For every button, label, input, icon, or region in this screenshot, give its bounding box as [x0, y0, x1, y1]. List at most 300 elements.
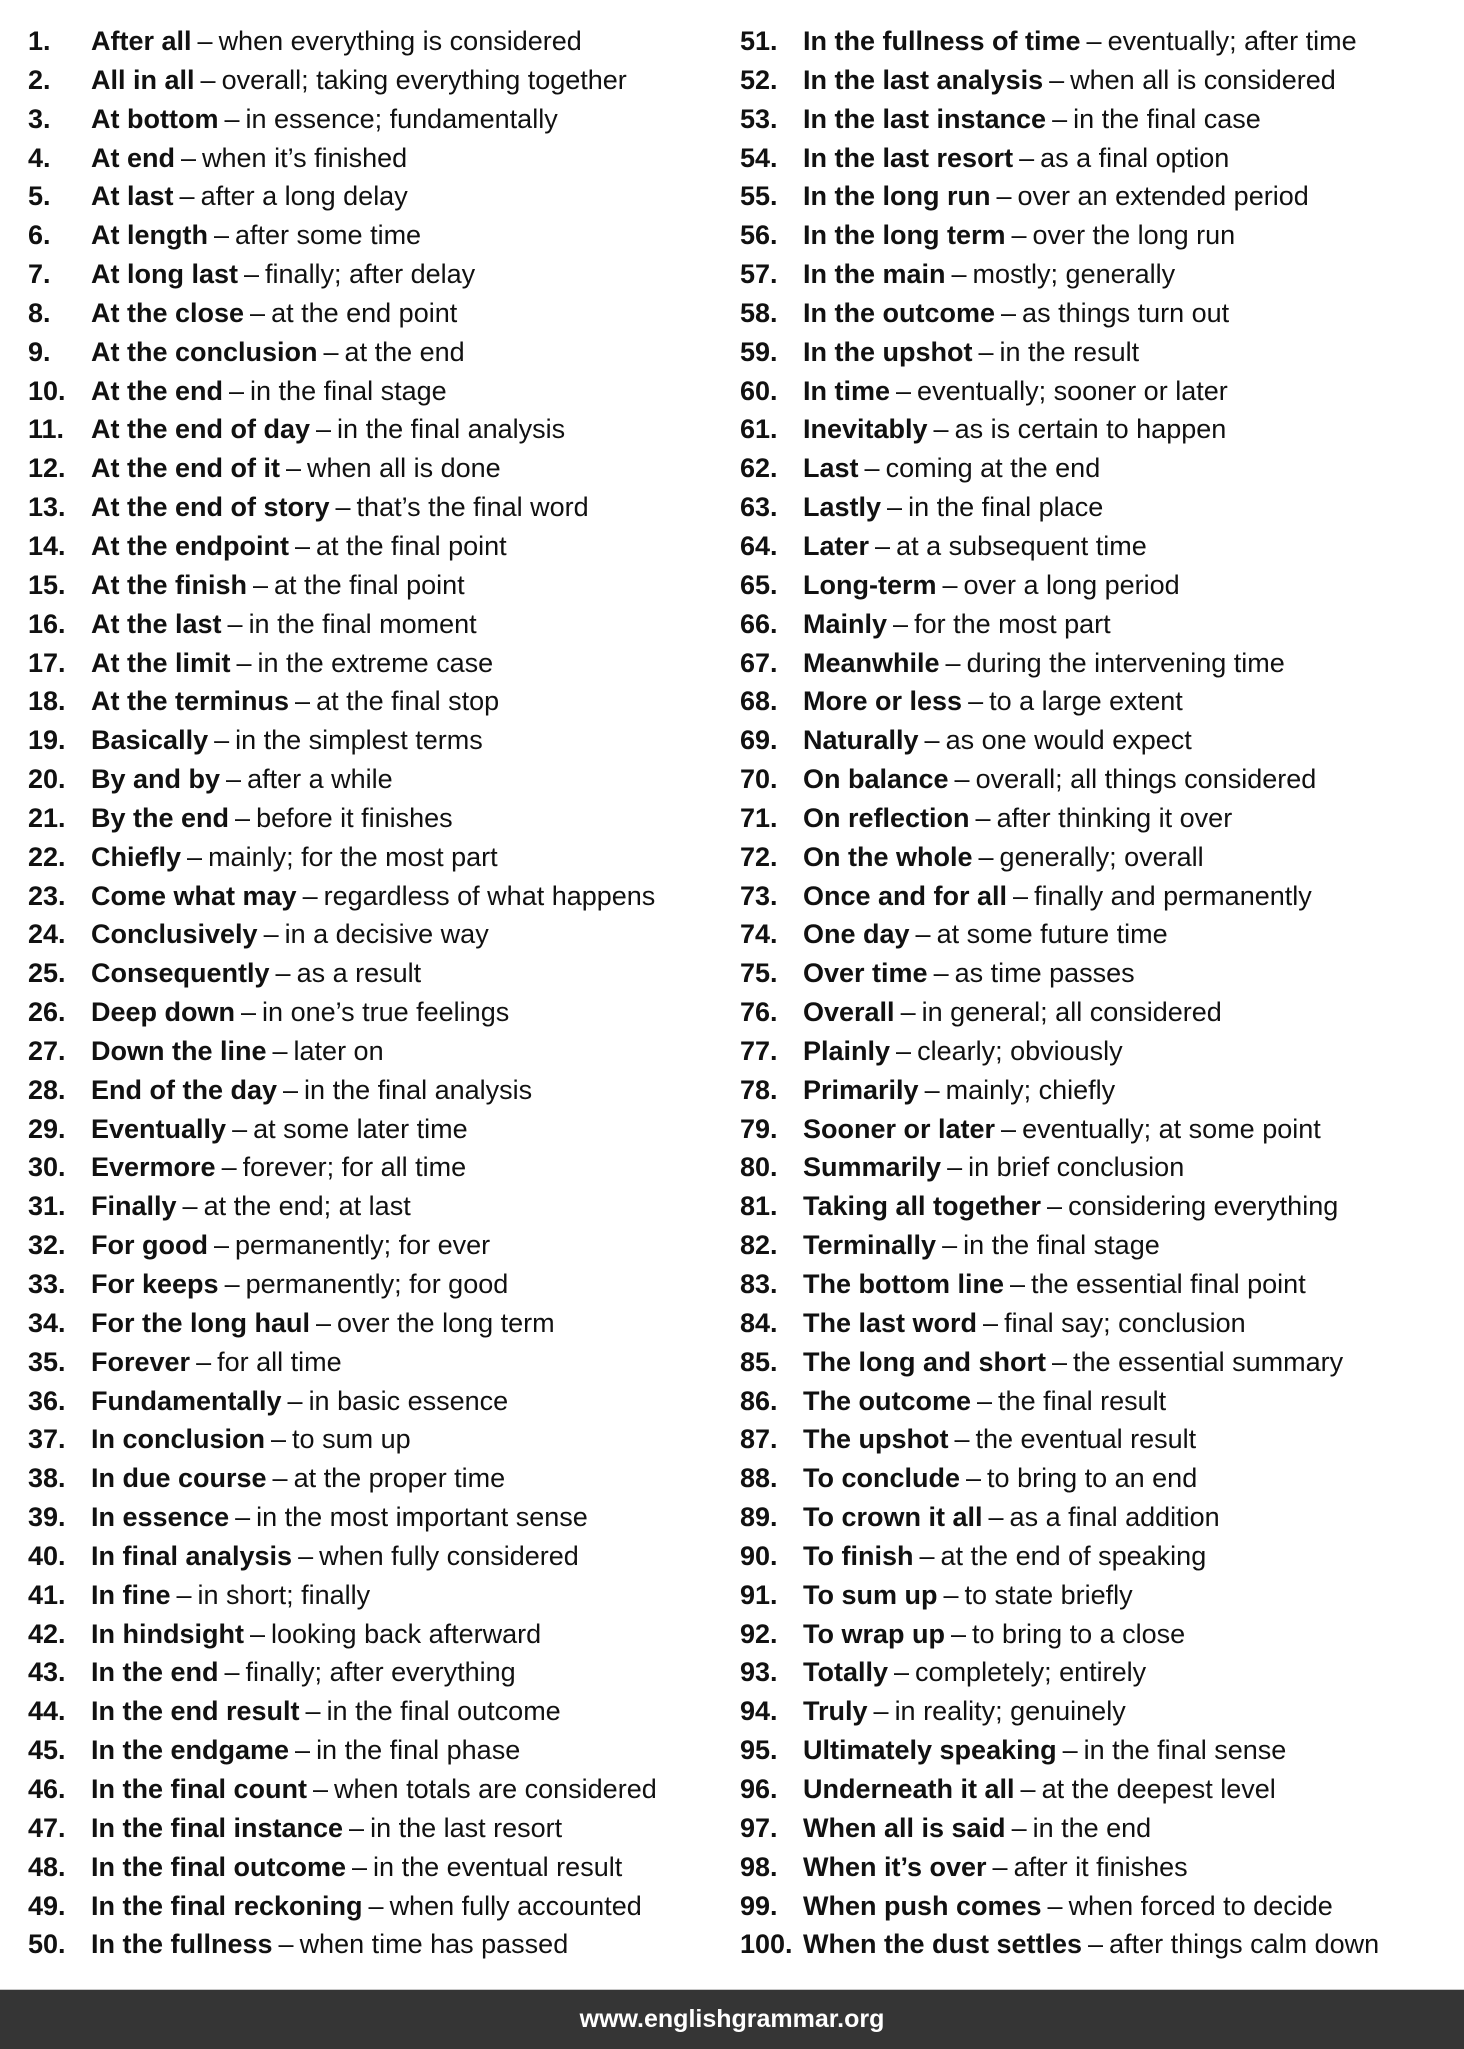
item-number: 26.: [28, 997, 66, 1028]
item-term: By the end: [91, 802, 230, 833]
list-item: [28, 1420, 728, 1459]
item-text: [91, 1420, 411, 1459]
item-text: [91, 682, 499, 721]
item-separator: –: [224, 1657, 240, 1688]
item-text: [91, 605, 477, 644]
item-separator: –: [1088, 1929, 1104, 1960]
item-term: At last: [91, 181, 174, 212]
item-number: 77.: [740, 1035, 778, 1066]
item-number: 37.: [28, 1424, 66, 1455]
item-number: 96.: [740, 1773, 778, 1804]
item-number: 64.: [740, 530, 778, 561]
item-number: 99.: [740, 1890, 778, 1921]
item-number: 46.: [28, 1773, 66, 1804]
item-definition: the essential summary: [1073, 1346, 1344, 1377]
item-text: [803, 1343, 1343, 1382]
item-definition: after a while: [247, 764, 393, 795]
item-separator: –: [978, 336, 994, 367]
list-item: [28, 100, 728, 139]
item-term: Last: [803, 453, 859, 484]
item-definition: when time has passed: [299, 1929, 569, 1960]
item-definition: in the final analysis: [337, 414, 566, 445]
list-item: [740, 877, 1460, 916]
item-definition: in the final stage: [250, 375, 447, 406]
item-term: Conclusively: [91, 919, 258, 950]
item-separator: –: [954, 764, 970, 795]
item-definition: in the final sense: [1083, 1735, 1287, 1766]
item-separator: –: [1001, 297, 1017, 328]
item-definition: after a long delay: [200, 181, 408, 212]
item-term: When all is said: [803, 1812, 1006, 1843]
list-item: [740, 1032, 1460, 1071]
item-term: Summarily: [803, 1152, 942, 1183]
item-definition: generally; overall: [999, 841, 1204, 872]
item-number: 83.: [740, 1269, 778, 1299]
list-item: [28, 605, 728, 644]
item-term: Finally: [91, 1191, 177, 1222]
item-term: The last word: [803, 1307, 978, 1338]
item-term: In the fullness: [91, 1929, 273, 1960]
item-term: End of the day: [91, 1074, 278, 1105]
item-term: Primarily: [803, 1074, 919, 1105]
item-term: At long last: [91, 259, 238, 290]
list-item: [740, 760, 1460, 799]
list-item: [28, 177, 728, 216]
item-separator: –: [196, 1346, 212, 1377]
item-definition: later on: [293, 1035, 384, 1066]
item-text: [803, 1304, 1246, 1343]
item-text: [91, 760, 393, 799]
item-text: [803, 954, 1135, 993]
item-number: 42.: [28, 1618, 66, 1649]
item-term: Taking all together: [803, 1191, 1042, 1222]
item-separator: –: [187, 841, 203, 872]
list-item: [28, 1537, 728, 1576]
item-number: 13.: [28, 492, 66, 523]
item-term: On reflection: [803, 802, 970, 833]
item-number: 34.: [28, 1307, 66, 1338]
item-definition: at the proper time: [293, 1463, 506, 1494]
item-term: In the upshot: [803, 336, 973, 367]
list-item: [28, 1653, 728, 1692]
list-item: [28, 410, 728, 449]
list-item: [28, 1848, 728, 1887]
item-term: Chiefly: [91, 841, 182, 872]
item-term: In the end: [91, 1657, 219, 1688]
item-text: [91, 1187, 411, 1226]
item-definition: at a subsequent time: [896, 530, 1147, 561]
list-item: [28, 1187, 728, 1226]
item-term: Truly: [803, 1696, 868, 1727]
item-text: [803, 838, 1204, 877]
item-text: [91, 644, 493, 683]
item-text: [803, 216, 1235, 255]
item-text: [91, 1304, 555, 1343]
list-item: [740, 721, 1460, 760]
item-separator: –: [942, 569, 958, 600]
item-number: 29.: [28, 1113, 66, 1144]
list-item: [28, 1148, 728, 1187]
item-separator: –: [213, 1230, 229, 1261]
item-number: 45.: [28, 1735, 66, 1766]
item-separator: –: [272, 1035, 288, 1066]
item-number: 2.: [28, 64, 51, 95]
item-number: 1.: [28, 26, 51, 56]
list-item: [740, 1343, 1460, 1382]
item-definition: in the most important sense: [256, 1502, 588, 1533]
item-separator: –: [1047, 1890, 1063, 1921]
item-separator: –: [1052, 1346, 1068, 1377]
item-separator: –: [896, 375, 912, 406]
item-number: 49.: [28, 1890, 66, 1921]
list-item: [28, 488, 728, 527]
item-definition: regardless of what happens: [323, 880, 656, 911]
item-text: [803, 721, 1192, 760]
item-separator: –: [287, 1385, 303, 1416]
item-separator: –: [1047, 1191, 1063, 1222]
item-term: In the last resort: [803, 142, 1014, 173]
list-item: [28, 1925, 728, 1964]
item-definition: in the last resort: [370, 1812, 563, 1843]
list-item: [740, 255, 1460, 294]
item-text: [91, 255, 475, 294]
item-definition: mainly; for the most part: [208, 841, 498, 872]
item-term: For the long haul: [91, 1307, 310, 1338]
item-definition: in one’s true feelings: [262, 997, 510, 1028]
item-definition: as things turn out: [1022, 297, 1230, 328]
item-definition: as is certain to happen: [954, 414, 1227, 445]
item-definition: the final result: [998, 1385, 1167, 1416]
item-separator: –: [983, 1307, 999, 1338]
list-item: [28, 954, 728, 993]
item-text: [803, 1459, 1197, 1498]
item-number: 57.: [740, 259, 778, 290]
item-separator: –: [988, 1502, 1004, 1533]
item-text: [803, 333, 1139, 372]
list-item: [28, 644, 728, 683]
item-number: 14.: [28, 530, 66, 561]
item-number: 65.: [740, 569, 778, 600]
item-term: For keeps: [91, 1269, 219, 1299]
item-number: 19.: [28, 725, 66, 756]
item-term: At length: [91, 220, 208, 251]
item-text: [803, 1809, 1151, 1848]
item-text: [803, 1110, 1321, 1149]
item-term: On balance: [803, 764, 949, 795]
item-text: [91, 177, 408, 216]
item-definition: in the final stage: [963, 1230, 1160, 1261]
item-text: [803, 1887, 1333, 1926]
item-number: 39.: [28, 1502, 66, 1533]
item-term: The long and short: [803, 1346, 1046, 1377]
footer-url: www.englishgrammar.org: [579, 2005, 885, 2033]
list-item: [740, 177, 1460, 216]
item-term: Over time: [803, 958, 928, 989]
item-text: [91, 410, 565, 449]
list-item: [740, 449, 1460, 488]
list-item: [28, 449, 728, 488]
item-term: The bottom line: [803, 1269, 1004, 1299]
list-item: [740, 1653, 1460, 1692]
item-separator: –: [298, 1540, 314, 1571]
item-text: [803, 1537, 1206, 1576]
item-text: [91, 954, 421, 993]
item-definition: after thinking it over: [996, 802, 1233, 833]
item-separator: –: [197, 26, 213, 56]
item-text: [803, 1382, 1166, 1421]
item-separator: –: [241, 997, 257, 1028]
item-text: [803, 1498, 1220, 1537]
item-text: [91, 1110, 468, 1149]
item-number: 78.: [740, 1074, 778, 1105]
item-term: To finish: [803, 1540, 914, 1571]
item-definition: mainly; chiefly: [945, 1074, 1116, 1105]
item-number: 66.: [740, 608, 778, 639]
item-separator: –: [933, 414, 949, 445]
item-number: 72.: [740, 841, 778, 872]
item-text: [803, 644, 1285, 683]
item-definition: in the end: [1032, 1812, 1152, 1843]
item-separator: –: [176, 1579, 192, 1610]
item-term: On the whole: [803, 841, 973, 872]
item-number: 12.: [28, 453, 66, 484]
item-term: At the end of story: [91, 492, 330, 523]
item-term: Once and for all: [803, 880, 1008, 911]
item-text: [803, 1615, 1185, 1654]
item-number: 95.: [740, 1735, 778, 1766]
item-definition: in the final case: [1073, 103, 1261, 134]
item-number: 70.: [740, 764, 778, 795]
item-definition: at the final point: [274, 569, 465, 600]
item-number: 88.: [740, 1463, 778, 1494]
list-item: [28, 527, 728, 566]
list-item: [740, 1226, 1460, 1265]
item-definition: completely; entirely: [915, 1657, 1147, 1688]
item-definition: in general; all considered: [921, 997, 1222, 1028]
item-separator: –: [996, 181, 1012, 212]
list-item: [740, 682, 1460, 721]
item-separator: –: [278, 1929, 294, 1960]
list-item: [740, 993, 1460, 1032]
item-text: [91, 100, 558, 139]
item-definition: when all is considered: [1070, 64, 1336, 95]
item-text: [803, 139, 1229, 178]
item-separator: –: [349, 1812, 365, 1843]
item-text: [803, 799, 1232, 838]
item-text: [91, 915, 489, 954]
item-number: 10.: [28, 375, 66, 406]
list-item: [740, 605, 1460, 644]
item-term: Underneath it all: [803, 1773, 1015, 1804]
item-text: [803, 877, 1312, 916]
item-definition: after some time: [235, 220, 422, 251]
item-term: At end: [91, 142, 175, 173]
item-text: [91, 1382, 508, 1421]
list-item: [28, 721, 728, 760]
item-separator: –: [285, 453, 302, 484]
item-definition: over a long period: [963, 569, 1180, 600]
item-text: [803, 1032, 1123, 1071]
item-text: [91, 1809, 562, 1848]
item-text: [91, 1537, 579, 1576]
item-text: [91, 566, 465, 605]
item-text: [803, 915, 1168, 954]
item-number: 60.: [740, 375, 778, 406]
list-item: [28, 799, 728, 838]
item-number: 11.: [28, 414, 65, 445]
item-definition: in short; finally: [197, 1579, 371, 1610]
list-item: [28, 333, 728, 372]
item-separator: –: [352, 1851, 368, 1882]
item-text: [803, 1925, 1379, 1964]
list-item: [28, 61, 728, 100]
item-number: 47.: [28, 1812, 66, 1843]
item-number: 27.: [28, 1035, 66, 1066]
list-item: [740, 1420, 1460, 1459]
item-separator: –: [942, 1230, 958, 1261]
item-term: Terminally: [803, 1230, 937, 1261]
list-item: [740, 1148, 1460, 1187]
item-definition: to state briefly: [964, 1579, 1133, 1610]
item-number: 17.: [28, 647, 66, 678]
item-separator: –: [1011, 220, 1027, 251]
item-text: [91, 1925, 568, 1964]
list-item: [740, 915, 1460, 954]
item-text: [803, 1226, 1160, 1265]
list-item: [740, 410, 1460, 449]
item-separator: –: [302, 880, 318, 911]
item-definition: in the result: [999, 336, 1140, 367]
list-item: [740, 1110, 1460, 1149]
item-text: [91, 488, 589, 527]
item-definition: for the most part: [914, 608, 1111, 639]
list-item: [28, 1731, 728, 1770]
item-term: The outcome: [803, 1385, 972, 1416]
item-separator: –: [316, 414, 332, 445]
list-item: [740, 61, 1460, 100]
item-text: [803, 1576, 1133, 1615]
item-definition: at the deepest level: [1041, 1773, 1276, 1804]
item-text: [803, 1265, 1306, 1304]
item-text: [803, 760, 1316, 799]
list-item: [740, 799, 1460, 838]
list-item: [740, 333, 1460, 372]
item-text: [91, 1459, 505, 1498]
item-definition: mostly; generally: [972, 259, 1176, 290]
item-definition: to a large extent: [989, 686, 1183, 717]
item-separator: –: [315, 1307, 332, 1338]
item-separator: –: [966, 1463, 982, 1494]
item-number: 89.: [740, 1502, 778, 1533]
item-definition: at some later time: [253, 1113, 468, 1144]
item-separator: –: [263, 919, 279, 950]
item-term: At the end of day: [91, 414, 311, 445]
item-separator: –: [275, 958, 291, 989]
item-number: 25.: [28, 958, 66, 989]
item-number: 16.: [28, 608, 66, 639]
item-text: [91, 1887, 642, 1926]
item-text: [91, 1071, 532, 1110]
item-term: At the close: [91, 297, 245, 328]
item-number: 94.: [740, 1696, 778, 1727]
item-separator: –: [1009, 1269, 1026, 1299]
list-item: [740, 1382, 1460, 1421]
item-text: [803, 410, 1226, 449]
item-term: In the main: [803, 259, 946, 290]
item-term: In the outcome: [803, 297, 996, 328]
item-separator: –: [1013, 880, 1029, 911]
item-separator: –: [213, 220, 230, 251]
item-definition: forever; for all time: [242, 1152, 467, 1183]
item-definition: when forced to decide: [1068, 1890, 1333, 1921]
item-number: 100.: [740, 1929, 793, 1960]
item-number: 30.: [28, 1152, 66, 1183]
item-number: 6.: [28, 220, 51, 251]
item-definition: at the end of speaking: [940, 1540, 1207, 1571]
list-item: [740, 1848, 1460, 1887]
item-definition: when totals are considered: [334, 1773, 657, 1804]
item-term: More or less: [803, 686, 963, 717]
item-term: In the long term: [803, 220, 1006, 251]
item-text: [803, 1420, 1196, 1459]
item-number: 97.: [740, 1812, 778, 1843]
item-definition: finally and permanently: [1034, 880, 1312, 911]
item-text: [91, 61, 627, 100]
item-term: In hindsight: [91, 1618, 244, 1649]
item-term: In the last instance: [803, 103, 1047, 134]
list-item: [28, 1032, 728, 1071]
item-text: [803, 449, 1100, 488]
item-term: One day: [803, 919, 910, 950]
item-definition: in the final phase: [316, 1735, 521, 1766]
item-text: [91, 1692, 561, 1731]
item-term: Totally: [803, 1657, 889, 1688]
item-number: 24.: [28, 919, 66, 950]
item-term: Long-term: [803, 569, 937, 600]
item-definition: in the final place: [908, 492, 1104, 523]
item-definition: when it’s finished: [202, 142, 408, 173]
item-definition: overall; taking everything together: [221, 64, 627, 95]
item-term: Evermore: [91, 1152, 216, 1183]
item-number: 69.: [740, 725, 778, 756]
item-separator: –: [226, 764, 242, 795]
item-text: [91, 216, 421, 255]
item-term: In the final reckoning: [91, 1890, 363, 1921]
item-text: [803, 100, 1261, 139]
item-text: [91, 1576, 370, 1615]
item-text: [91, 1731, 520, 1770]
list-item: [28, 216, 728, 255]
item-definition: at the final stop: [316, 686, 500, 717]
list-item: [740, 139, 1460, 178]
item-separator: –: [924, 725, 940, 756]
item-definition: overall; all things considered: [975, 764, 1317, 795]
item-separator: –: [947, 1152, 963, 1183]
item-definition: to bring to an end: [987, 1463, 1198, 1494]
item-definition: permanently; for good: [245, 1269, 509, 1299]
item-term: Forever: [91, 1346, 191, 1377]
item-definition: to bring to a close: [972, 1618, 1186, 1649]
item-text: [803, 1692, 1126, 1731]
item-term: By and by: [91, 764, 221, 795]
item-separator: –: [951, 259, 967, 290]
item-definition: coming at the end: [885, 453, 1101, 484]
item-number: 28.: [28, 1074, 66, 1105]
item-number: 9.: [28, 336, 51, 367]
item-definition: before it finishes: [256, 802, 453, 833]
item-separator: –: [179, 181, 195, 212]
item-number: 61.: [740, 414, 778, 445]
